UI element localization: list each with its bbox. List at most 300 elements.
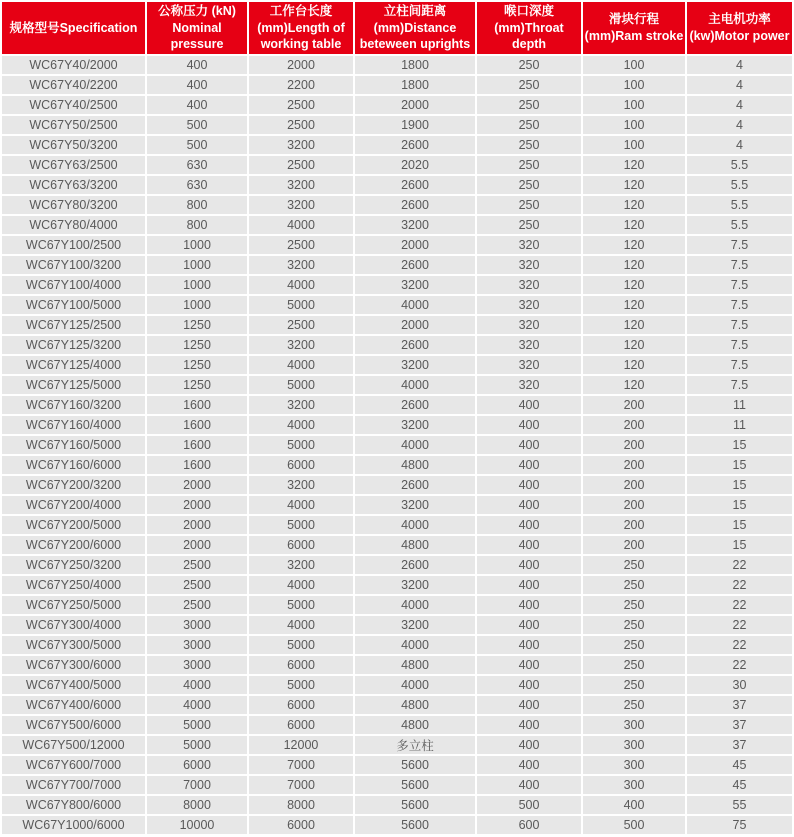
table-cell: 100 (583, 76, 685, 94)
table-row (2, 96, 792, 114)
table-cell: 22 (687, 616, 792, 634)
table-cell: 100 (583, 136, 685, 154)
table-cell: 15 (687, 476, 792, 494)
header-cell-line: 滑块行程 (608, 12, 659, 27)
table-cell: 2600 (355, 136, 475, 154)
table-cell: 320 (477, 316, 581, 334)
table-cell: 8000 (147, 796, 247, 814)
table-cell: 120 (583, 336, 685, 354)
table-cell: 5600 (355, 756, 475, 774)
header-cell-line: depth (511, 37, 547, 51)
spec-model-cell: WC67Y40/2200 (2, 76, 145, 94)
spec-model-cell: WC67Y160/5000 (2, 436, 145, 454)
table-cell: 250 (583, 656, 685, 674)
table-cell: 7.5 (687, 276, 792, 294)
table-cell: 4 (687, 76, 792, 94)
table-cell: 3200 (249, 556, 353, 574)
table-cell: 400 (477, 536, 581, 554)
table-cell: 300 (583, 716, 685, 734)
table-row (2, 456, 792, 474)
table-cell: 4000 (355, 376, 475, 394)
spec-model-cell: WC67Y160/4000 (2, 416, 145, 434)
table-cell: 100 (583, 116, 685, 134)
table-cell: 2000 (147, 476, 247, 494)
table-cell: 3000 (147, 616, 247, 634)
table-cell: 15 (687, 536, 792, 554)
table-cell: 400 (477, 416, 581, 434)
table-cell: 500 (147, 116, 247, 134)
header-cell-line: 主电机功率 (708, 12, 771, 27)
spec-model-cell: WC67Y125/4000 (2, 356, 145, 374)
table-cell: 3200 (249, 336, 353, 354)
table-cell: 1600 (147, 396, 247, 414)
table-cell: 1000 (147, 276, 247, 294)
table-row (2, 716, 792, 734)
spec-model-cell: WC67Y63/3200 (2, 176, 145, 194)
table-cell: 3200 (355, 216, 475, 234)
table-row (2, 336, 792, 354)
table-cell: 1000 (147, 236, 247, 254)
table-cell: 3200 (355, 416, 475, 434)
table-row (2, 276, 792, 294)
table-cell: 2000 (355, 316, 475, 334)
table-cell: 2500 (147, 596, 247, 614)
table-cell: 320 (477, 276, 581, 294)
table-cell: 4 (687, 136, 792, 154)
table-cell: 300 (583, 776, 685, 794)
table-row (2, 176, 792, 194)
table-cell: 7.5 (687, 236, 792, 254)
table-cell: 55 (687, 796, 792, 814)
table-cell: 320 (477, 356, 581, 374)
table-row (2, 816, 792, 834)
spec-model-cell: WC67Y200/3200 (2, 476, 145, 494)
table-row (2, 556, 792, 574)
table-row (2, 676, 792, 694)
table-cell: 2020 (355, 156, 475, 174)
table-cell: 7.5 (687, 376, 792, 394)
table-cell: 320 (477, 236, 581, 254)
table-row (2, 416, 792, 434)
table-cell: 45 (687, 776, 792, 794)
spec-model-cell: WC67Y250/4000 (2, 576, 145, 594)
table-cell: 400 (477, 656, 581, 674)
table-cell: 400 (477, 616, 581, 634)
table-cell: 37 (687, 696, 792, 714)
table-cell: 5.5 (687, 156, 792, 174)
table-cell: 400 (477, 556, 581, 574)
table-cell: 4 (687, 96, 792, 114)
table-row (2, 356, 792, 374)
table-row (2, 776, 792, 794)
table-cell: 2600 (355, 476, 475, 494)
table-cell: 1250 (147, 316, 247, 334)
table-cell: 500 (147, 136, 247, 154)
table-cell: 1800 (355, 56, 475, 74)
spec-model-cell: WC67Y300/5000 (2, 636, 145, 654)
table-row (2, 596, 792, 614)
table-row (2, 656, 792, 674)
table-cell: 4000 (249, 576, 353, 594)
header-cell-line: 工作台长度 (269, 4, 333, 18)
table-cell: 120 (583, 256, 685, 274)
table-cell: 4000 (355, 636, 475, 654)
table-cell: 22 (687, 556, 792, 574)
spec-model-cell: WC67Y600/7000 (2, 756, 145, 774)
table-cell: 3000 (147, 636, 247, 654)
table-cell: 75 (687, 816, 792, 834)
table-cell: 15 (687, 456, 792, 474)
table-cell: 400 (477, 456, 581, 474)
table-cell: 120 (583, 236, 685, 254)
table-cell: 2600 (355, 176, 475, 194)
header-cell-line: (mm)Distance (373, 20, 457, 35)
table-cell: 12000 (249, 736, 353, 754)
table-row (2, 496, 792, 514)
table-cell: 200 (583, 456, 685, 474)
table-cell: 250 (477, 96, 581, 114)
table-cell: 5600 (355, 796, 475, 814)
table-cell: 4800 (355, 716, 475, 734)
table-cell: 4000 (249, 416, 353, 434)
table-row (2, 196, 792, 214)
table-cell: 5.5 (687, 216, 792, 234)
table-cell: 30 (687, 676, 792, 694)
table-cell: 400 (477, 496, 581, 514)
table-cell: 400 (147, 56, 247, 74)
table-row (2, 316, 792, 334)
spec-model-cell: WC67Y800/6000 (2, 796, 145, 814)
table-cell: 400 (477, 596, 581, 614)
table-cell: 200 (583, 476, 685, 494)
table-cell: 15 (687, 496, 792, 514)
header-cell (249, 2, 353, 54)
table-cell: 1600 (147, 436, 247, 454)
table-cell: 11 (687, 396, 792, 414)
table-cell: 1000 (147, 296, 247, 314)
table-cell: 2600 (355, 396, 475, 414)
table-cell: 7000 (249, 776, 353, 794)
header-cell-line: beteween uprights (359, 37, 471, 51)
table-cell: 2000 (355, 236, 475, 254)
spec-model-cell: WC67Y63/2500 (2, 156, 145, 174)
table-row (2, 476, 792, 494)
table-cell: 2000 (147, 516, 247, 534)
spec-model-cell: WC67Y100/2500 (2, 236, 145, 254)
table-cell: 120 (583, 316, 685, 334)
table-cell: 45 (687, 756, 792, 774)
header-cell (687, 2, 792, 54)
table-cell: 7000 (249, 756, 353, 774)
table-cell: 120 (583, 376, 685, 394)
table-cell: 400 (147, 76, 247, 94)
table-cell: 300 (583, 756, 685, 774)
header-cell (147, 2, 247, 54)
table-cell: 5600 (355, 776, 475, 794)
table-cell: 15 (687, 436, 792, 454)
table-cell: 7.5 (687, 336, 792, 354)
table-cell: 2000 (147, 536, 247, 554)
table-cell: 120 (583, 356, 685, 374)
table-cell: 5600 (355, 816, 475, 834)
table-cell: 5000 (249, 436, 353, 454)
table-cell: 200 (583, 416, 685, 434)
table-cell: 4800 (355, 696, 475, 714)
table-cell: 4000 (355, 436, 475, 454)
table-cell: 400 (477, 396, 581, 414)
table-cell: 5000 (249, 596, 353, 614)
table-cell: 1600 (147, 416, 247, 434)
table-cell: 3200 (355, 616, 475, 634)
table-cell: 7.5 (687, 316, 792, 334)
header-cell-line: 规格型号Specification (9, 20, 138, 35)
table-cell: 5000 (249, 636, 353, 654)
header-row (2, 2, 792, 54)
spec-model-cell: WC67Y125/3200 (2, 336, 145, 354)
header-cell-line: (kw)Motor power (689, 28, 790, 43)
table-cell: 120 (583, 176, 685, 194)
table-cell: 4000 (355, 516, 475, 534)
header-cell (355, 2, 475, 54)
spec-model-cell: WC67Y50/3200 (2, 136, 145, 154)
table-cell: 11 (687, 416, 792, 434)
table-cell: 1250 (147, 376, 247, 394)
table-cell: 600 (477, 816, 581, 834)
table-cell: 5000 (249, 376, 353, 394)
table-row (2, 296, 792, 314)
spec-model-cell: WC67Y400/6000 (2, 696, 145, 714)
table-cell: 250 (477, 156, 581, 174)
table-cell: 3000 (147, 656, 247, 674)
spec-table-body (2, 56, 792, 834)
table-cell: 200 (583, 536, 685, 554)
spec-model-cell: WC67Y250/3200 (2, 556, 145, 574)
spec-model-cell: WC67Y500/12000 (2, 736, 145, 754)
header-cell-line: 立柱间距离 (383, 4, 447, 18)
spec-model-cell: WC67Y100/5000 (2, 296, 145, 314)
table-cell: 4000 (249, 356, 353, 374)
table-row (2, 136, 792, 154)
table-cell: 6000 (249, 716, 353, 734)
table-cell: 8000 (249, 796, 353, 814)
header-cell-line: pressure (170, 37, 224, 51)
header-cell (477, 2, 581, 54)
table-cell: 100 (583, 56, 685, 74)
table-cell: 1250 (147, 336, 247, 354)
table-cell: 400 (477, 756, 581, 774)
table-row (2, 576, 792, 594)
table-cell: 3200 (249, 256, 353, 274)
table-cell: 3200 (355, 496, 475, 514)
header-cell-line: (mm)Length of (257, 20, 345, 35)
table-row (2, 616, 792, 634)
spec-model-cell: WC67Y40/2500 (2, 96, 145, 114)
table-row (2, 256, 792, 274)
header-cell-line: 公称压力 (kN) (158, 4, 236, 18)
spec-model-cell: WC67Y200/4000 (2, 496, 145, 514)
table-cell: 200 (583, 496, 685, 514)
table-cell: 4000 (355, 676, 475, 694)
table-row (2, 696, 792, 714)
table-cell: 3200 (249, 476, 353, 494)
table-cell: 320 (477, 256, 581, 274)
table-row (2, 536, 792, 554)
spec-model-cell: WC67Y200/5000 (2, 516, 145, 534)
table-cell: 120 (583, 276, 685, 294)
table-cell: 250 (477, 216, 581, 234)
table-cell: 250 (583, 556, 685, 574)
table-cell: 7.5 (687, 356, 792, 374)
table-cell: 250 (583, 636, 685, 654)
table-cell: 6000 (249, 456, 353, 474)
table-cell: 100 (583, 96, 685, 114)
table-cell: 3200 (249, 136, 353, 154)
table-cell: 5.5 (687, 176, 792, 194)
spec-model-cell: WC67Y500/6000 (2, 716, 145, 734)
table-cell: 2600 (355, 556, 475, 574)
table-cell: 1600 (147, 456, 247, 474)
table-row (2, 756, 792, 774)
table-row (2, 516, 792, 534)
table-cell: 400 (477, 676, 581, 694)
table-cell: 400 (583, 796, 685, 814)
spec-model-cell: WC67Y100/3200 (2, 256, 145, 274)
table-cell: 250 (477, 76, 581, 94)
table-cell: 250 (583, 616, 685, 634)
table-row (2, 436, 792, 454)
spec-model-cell: WC67Y125/5000 (2, 376, 145, 394)
table-cell: 400 (147, 96, 247, 114)
table-cell: 10000 (147, 816, 247, 834)
spec-model-cell: WC67Y400/5000 (2, 676, 145, 694)
header-cell (583, 2, 685, 54)
table-cell: 3200 (249, 396, 353, 414)
table-cell: 500 (583, 816, 685, 834)
table-cell: 22 (687, 576, 792, 594)
header-cell-line: working table (260, 37, 342, 51)
table-cell: 300 (583, 736, 685, 754)
table-cell: 250 (583, 676, 685, 694)
table-cell: 630 (147, 156, 247, 174)
table-row (2, 236, 792, 254)
table-cell: 1250 (147, 356, 247, 374)
table-cell: 5000 (147, 716, 247, 734)
table-cell: 37 (687, 716, 792, 734)
table-cell: 500 (477, 796, 581, 814)
table-cell: 2600 (355, 336, 475, 354)
table-cell: 320 (477, 336, 581, 354)
table-cell: 37 (687, 736, 792, 754)
spec-model-cell: WC67Y250/5000 (2, 596, 145, 614)
spec-model-cell: WC67Y40/2000 (2, 56, 145, 74)
table-row (2, 396, 792, 414)
table-cell: 2500 (249, 236, 353, 254)
table-cell: 6000 (249, 696, 353, 714)
table-cell: 400 (477, 516, 581, 534)
table-cell: 250 (477, 176, 581, 194)
table-cell: 200 (583, 436, 685, 454)
spec-table-head (2, 2, 792, 54)
table-cell: 15 (687, 516, 792, 534)
table-cell: 4800 (355, 656, 475, 674)
table-cell: 400 (477, 736, 581, 754)
table-cell: 7.5 (687, 256, 792, 274)
table-cell: 4000 (355, 596, 475, 614)
header-cell-line: Nominal (172, 20, 222, 35)
table-cell: 2500 (147, 576, 247, 594)
table-row (2, 736, 792, 754)
table-cell: 2200 (249, 76, 353, 94)
table-cell: 3200 (249, 176, 353, 194)
spec-model-cell: WC67Y200/6000 (2, 536, 145, 554)
table-row (2, 56, 792, 74)
table-cell: 4000 (147, 676, 247, 694)
table-cell: 2500 (249, 316, 353, 334)
table-cell: 1000 (147, 256, 247, 274)
table-cell: 200 (583, 516, 685, 534)
table-cell: 4000 (249, 216, 353, 234)
table-cell: 4800 (355, 456, 475, 474)
table-cell: 800 (147, 216, 247, 234)
spec-model-cell: WC67Y100/4000 (2, 276, 145, 294)
header-cell-line: 喉口深度 (503, 4, 554, 18)
table-cell: 400 (477, 476, 581, 494)
table-cell: 7000 (147, 776, 247, 794)
table-cell: 2500 (147, 556, 247, 574)
table-cell: 5000 (249, 516, 353, 534)
table-cell: 320 (477, 376, 581, 394)
table-cell: 22 (687, 596, 792, 614)
table-cell: 5000 (249, 296, 353, 314)
table-row (2, 76, 792, 94)
table-cell: 5.5 (687, 196, 792, 214)
table-cell: 400 (477, 436, 581, 454)
table-cell: 120 (583, 196, 685, 214)
table-cell: 120 (583, 296, 685, 314)
table-cell: 120 (583, 216, 685, 234)
table-cell: 250 (583, 596, 685, 614)
table-cell: 4000 (249, 496, 353, 514)
table-cell: 400 (477, 636, 581, 654)
table-cell: 2500 (249, 156, 353, 174)
table-cell: 3200 (355, 356, 475, 374)
table-cell: 1900 (355, 116, 475, 134)
spec-model-cell: WC67Y50/2500 (2, 116, 145, 134)
table-cell: 250 (477, 196, 581, 214)
header-cell-line: (mm)Throat (494, 20, 564, 35)
table-cell: 4800 (355, 536, 475, 554)
table-cell: 120 (583, 156, 685, 174)
spec-model-cell: WC67Y80/3200 (2, 196, 145, 214)
table-cell: 5000 (147, 736, 247, 754)
table-cell: 2600 (355, 256, 475, 274)
table-cell: 多立柱 (355, 736, 475, 754)
table-cell: 5000 (249, 676, 353, 694)
table-cell: 6000 (249, 536, 353, 554)
table-cell: 4 (687, 116, 792, 134)
table-cell: 2000 (147, 496, 247, 514)
table-cell: 2000 (249, 56, 353, 74)
table-cell: 4000 (249, 276, 353, 294)
table-row (2, 156, 792, 174)
spec-model-cell: WC67Y300/6000 (2, 656, 145, 674)
table-cell: 2000 (355, 96, 475, 114)
spec-model-cell: WC67Y300/4000 (2, 616, 145, 634)
table-cell: 22 (687, 656, 792, 674)
table-cell: 6000 (147, 756, 247, 774)
table-cell: 400 (477, 776, 581, 794)
table-cell: 4 (687, 56, 792, 74)
